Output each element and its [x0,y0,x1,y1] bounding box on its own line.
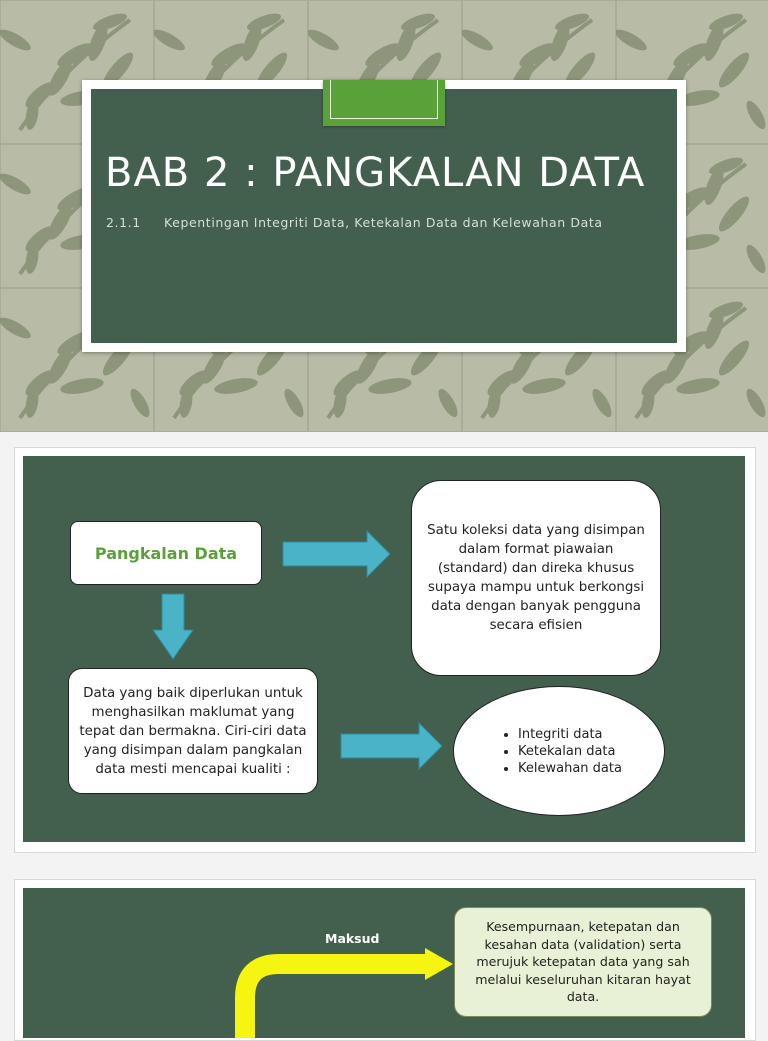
slide-2 [23,456,745,842]
definition-box [411,480,661,676]
data-quality-need-box [68,668,318,794]
title-slide [0,0,768,432]
subtitle-number: 2.1.1 [106,215,141,230]
pangkalan-data-box [70,521,262,585]
data-quality-need-text: Data yang baik diperlukan untuk menghasilkan maklumat yang tepat dan bermakna. Ciri-ciri data yang disimpan dalam pangkalan data mesti mencapai kualiti : [79,685,307,777]
subtitle-text: Kepentingan Integriti Data, Ketekalan Data dan Kelewahan Data [164,215,603,230]
arrow-down-icon [151,592,195,662]
data-quality-list-ellipse [453,686,665,816]
list-item: • Integriti data [518,726,622,743]
green-tab-accent [323,80,445,126]
list-item: • Ketekalan data [518,743,622,760]
meaning-text: Kesempurnaan, ketepatan dan kesahan data (validation) serta merujuk ketepatan data yang sah melalui keseluruhan kitaran hayat data. [475,919,691,1005]
slide-3 [23,888,745,1038]
pangkalan-data-label: Pangkalan Data [94,543,238,563]
maksud-label: Maksud [325,931,380,946]
green-tab-inner-border [330,80,438,119]
meaning-box [454,907,712,1017]
list-item: • Kelewahan data [518,760,622,777]
slide-subtitle [106,215,603,230]
arrow-right-icon [281,529,393,579]
yellow-connector-arrow-icon [23,888,463,1038]
arrow-right-icon [339,721,445,771]
definition-text: Satu koleksi data yang disimpan dalam format piawaian (standard) dan direka khusus supaya mampu untuk berkongsi data dengan banyak pengguna secara efisien [427,523,645,633]
slide-title: BAB 2 : PANGKALAN DATA [105,150,646,196]
data-quality-list [496,726,622,777]
